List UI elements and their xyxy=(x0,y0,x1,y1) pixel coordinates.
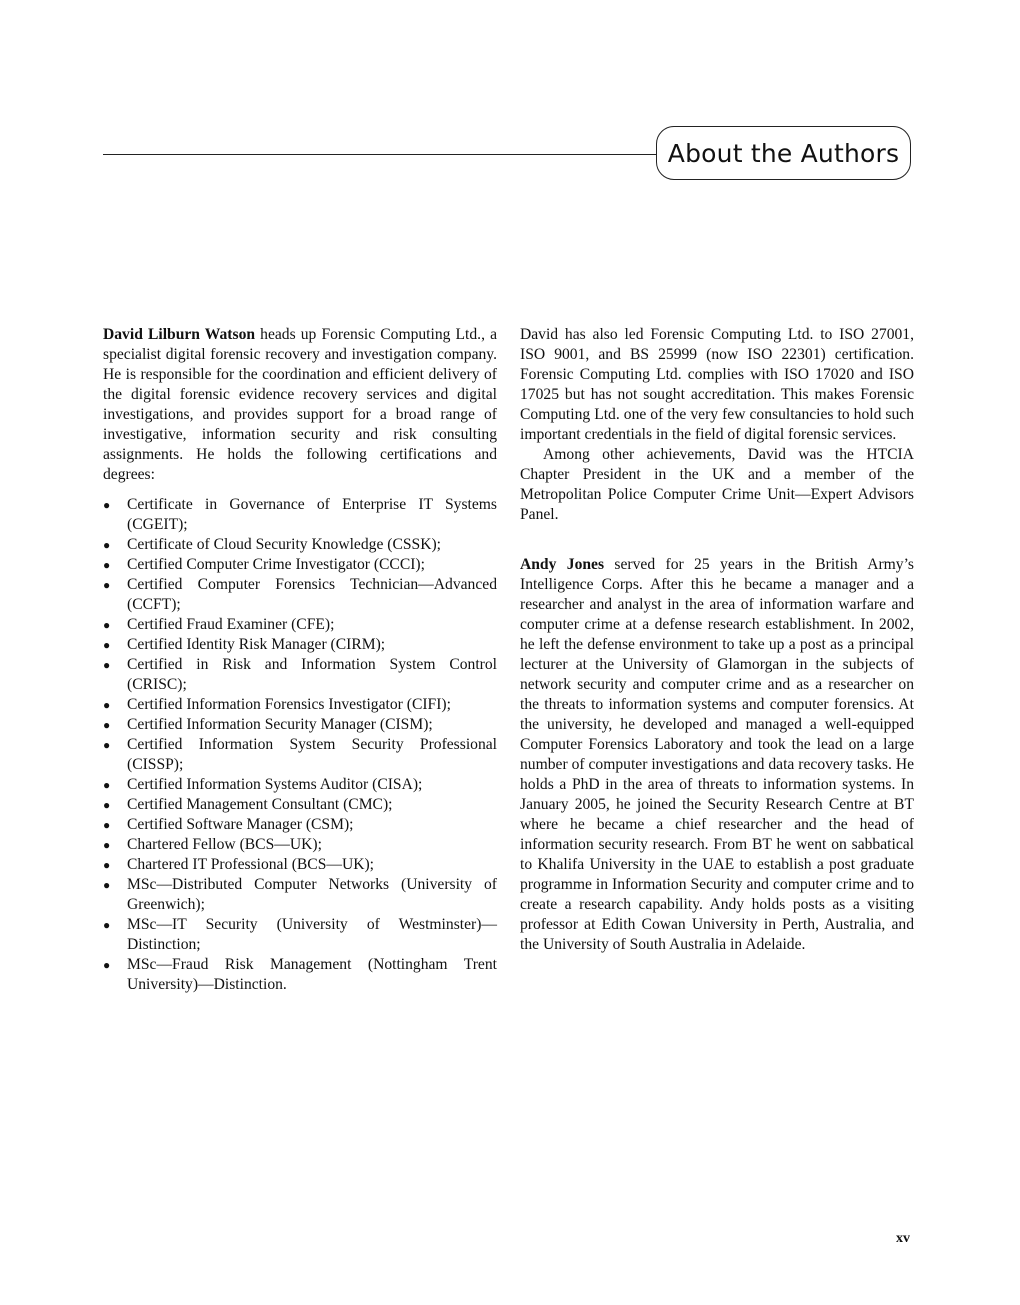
certification-text: Certified Fraud Examiner (CFE); xyxy=(127,616,335,633)
page-number: xv xyxy=(896,1231,910,1246)
bullet-icon: ● xyxy=(103,858,111,872)
certification-item xyxy=(103,775,497,795)
certification-item xyxy=(103,735,497,775)
certification-item xyxy=(103,555,497,575)
certification-text: Certified Computer Crime Investigator (CCCI); xyxy=(127,556,425,573)
author1-credentials-paragraph: David has also led Forensic Computing Ltd. to ISO 27001, ISO 9001, and BS 25999 (now ISO 22301) certification. Forensic Computing Ltd. complies with ISO 17020 and ISO 17025 but has not sought accreditation. This makes Forensic Computing Ltd. one of the very few consultancies to hold such important credentials in the field of digital forensic services. xyxy=(520,326,914,443)
author1-name: David Lilburn Watson xyxy=(103,326,256,343)
right-column xyxy=(520,325,914,955)
certification-item xyxy=(103,835,497,855)
bullet-icon: ● xyxy=(103,838,111,852)
certification-text: MSc—Fraud Risk Management (Nottingham Trent University)—Distinction. xyxy=(127,956,497,993)
certification-text: Certificate of Cloud Security Knowledge (CSSK); xyxy=(127,536,441,553)
certification-item xyxy=(103,715,497,735)
certification-item xyxy=(103,955,497,995)
certification-item xyxy=(103,495,497,535)
certification-item xyxy=(103,875,497,915)
certification-text: Certified Computer Forensics Technician—Advanced (CCFT); xyxy=(127,576,497,613)
bullet-icon: ● xyxy=(103,718,111,732)
author1-intro-paragraph xyxy=(103,325,497,485)
author2-bio-paragraph xyxy=(520,555,914,955)
certification-text: Certified Management Consultant (CMC); xyxy=(127,796,393,813)
bullet-icon: ● xyxy=(103,778,111,792)
certification-item xyxy=(103,915,497,955)
bullet-icon: ● xyxy=(103,818,111,832)
certification-item xyxy=(103,855,497,875)
certification-text: Certificate in Governance of Enterprise IT Systems (CGEIT); xyxy=(127,496,497,533)
certification-item xyxy=(103,815,497,835)
bullet-icon: ● xyxy=(103,918,111,932)
certification-list xyxy=(103,495,497,995)
certification-text: Certified Information System Security Professional (CISSP); xyxy=(127,736,497,773)
bullet-icon: ● xyxy=(103,738,111,752)
certification-item xyxy=(103,575,497,615)
certification-text: Certified Identity Risk Manager (CIRM); xyxy=(127,636,386,653)
bullet-icon: ● xyxy=(103,958,111,972)
certification-item xyxy=(103,635,497,655)
bullet-icon: ● xyxy=(103,538,111,552)
author1-intro-text: heads up Forensic Computing Ltd., a specialist digital forensic recovery and investigation company. He is responsible for the coordination and efficient delivery of the digital forensic evidence recovery services and digital investigations, and provides support for a broad range of investigative, information security and risk consulting assignments. He holds the following certifications and degrees: xyxy=(103,326,497,483)
bullet-icon: ● xyxy=(103,658,111,672)
bullet-icon: ● xyxy=(103,698,111,712)
chapter-title: About the Authors xyxy=(667,138,900,168)
chapter-title-box xyxy=(656,126,911,180)
bullet-icon: ● xyxy=(103,498,111,512)
bullet-icon: ● xyxy=(103,558,111,572)
certification-item xyxy=(103,535,497,555)
certification-text: MSc—IT Security (University of Westminster)—Distinction; xyxy=(127,916,497,953)
certification-text: Chartered IT Professional (BCS—UK); xyxy=(127,856,375,873)
certification-text: Certified Information Security Manager (CISM); xyxy=(127,716,433,733)
certification-text: Certified in Risk and Information System Control (CRISC); xyxy=(127,656,497,693)
certification-text: Certified Software Manager (CSM); xyxy=(127,816,354,833)
bullet-icon: ● xyxy=(103,618,111,632)
certification-item xyxy=(103,695,497,715)
certification-text: Certified Information Systems Auditor (CISA); xyxy=(127,776,423,793)
certification-text: Certified Information Forensics Investigator (CIFI); xyxy=(127,696,451,713)
author2-bio-text: served for 25 years in the British Army’s Intelligence Corps. After this he became a manager and a researcher and analyst in the area of information warfare and computer crime at a defense research establishment. In 2002, he left the defense environment to take up a post as a principal lecturer at the University of Glamorgan in the subjects of network security and computer crime and as a researcher on the threats to information systems and computer forensics. At the university, he developed and managed a well-equipped Computer Forensics Laboratory and took the lead on a large number of computer investigations and data recovery tasks. He holds a PhD in the area of threats to information systems. In January 2005, he joined the Security Research Centre at BT where he became a chief researcher and the head of information security research. From BT he went on sabbatical to Khalifa University in the UAE to establish a post graduate programme in Information Security and computer crime and to create a research capability. Andy holds posts as a visiting professor at Edith Cowan University in Perth, Australia, and the University of South Australia in Adelaide. xyxy=(520,556,914,953)
bullet-icon: ● xyxy=(103,798,111,812)
author1-achievements-paragraph: Among other achievements, David was the HTCIA Chapter President in the UK and a member of the Metropolitan Police Computer Crime Unit—Expert Advisors Panel. xyxy=(520,446,914,523)
author2-name: Andy Jones xyxy=(520,556,605,573)
certification-item xyxy=(103,795,497,815)
certification-text: MSc—Distributed Computer Networks (University of Greenwich); xyxy=(127,876,497,913)
bullet-icon: ● xyxy=(103,878,111,892)
certification-item xyxy=(103,655,497,695)
certification-item xyxy=(103,615,497,635)
left-column xyxy=(103,325,497,995)
header-rule xyxy=(103,154,659,155)
bullet-icon: ● xyxy=(103,578,111,592)
certification-text: Chartered Fellow (BCS—UK); xyxy=(127,836,322,853)
bullet-icon: ● xyxy=(103,638,111,652)
